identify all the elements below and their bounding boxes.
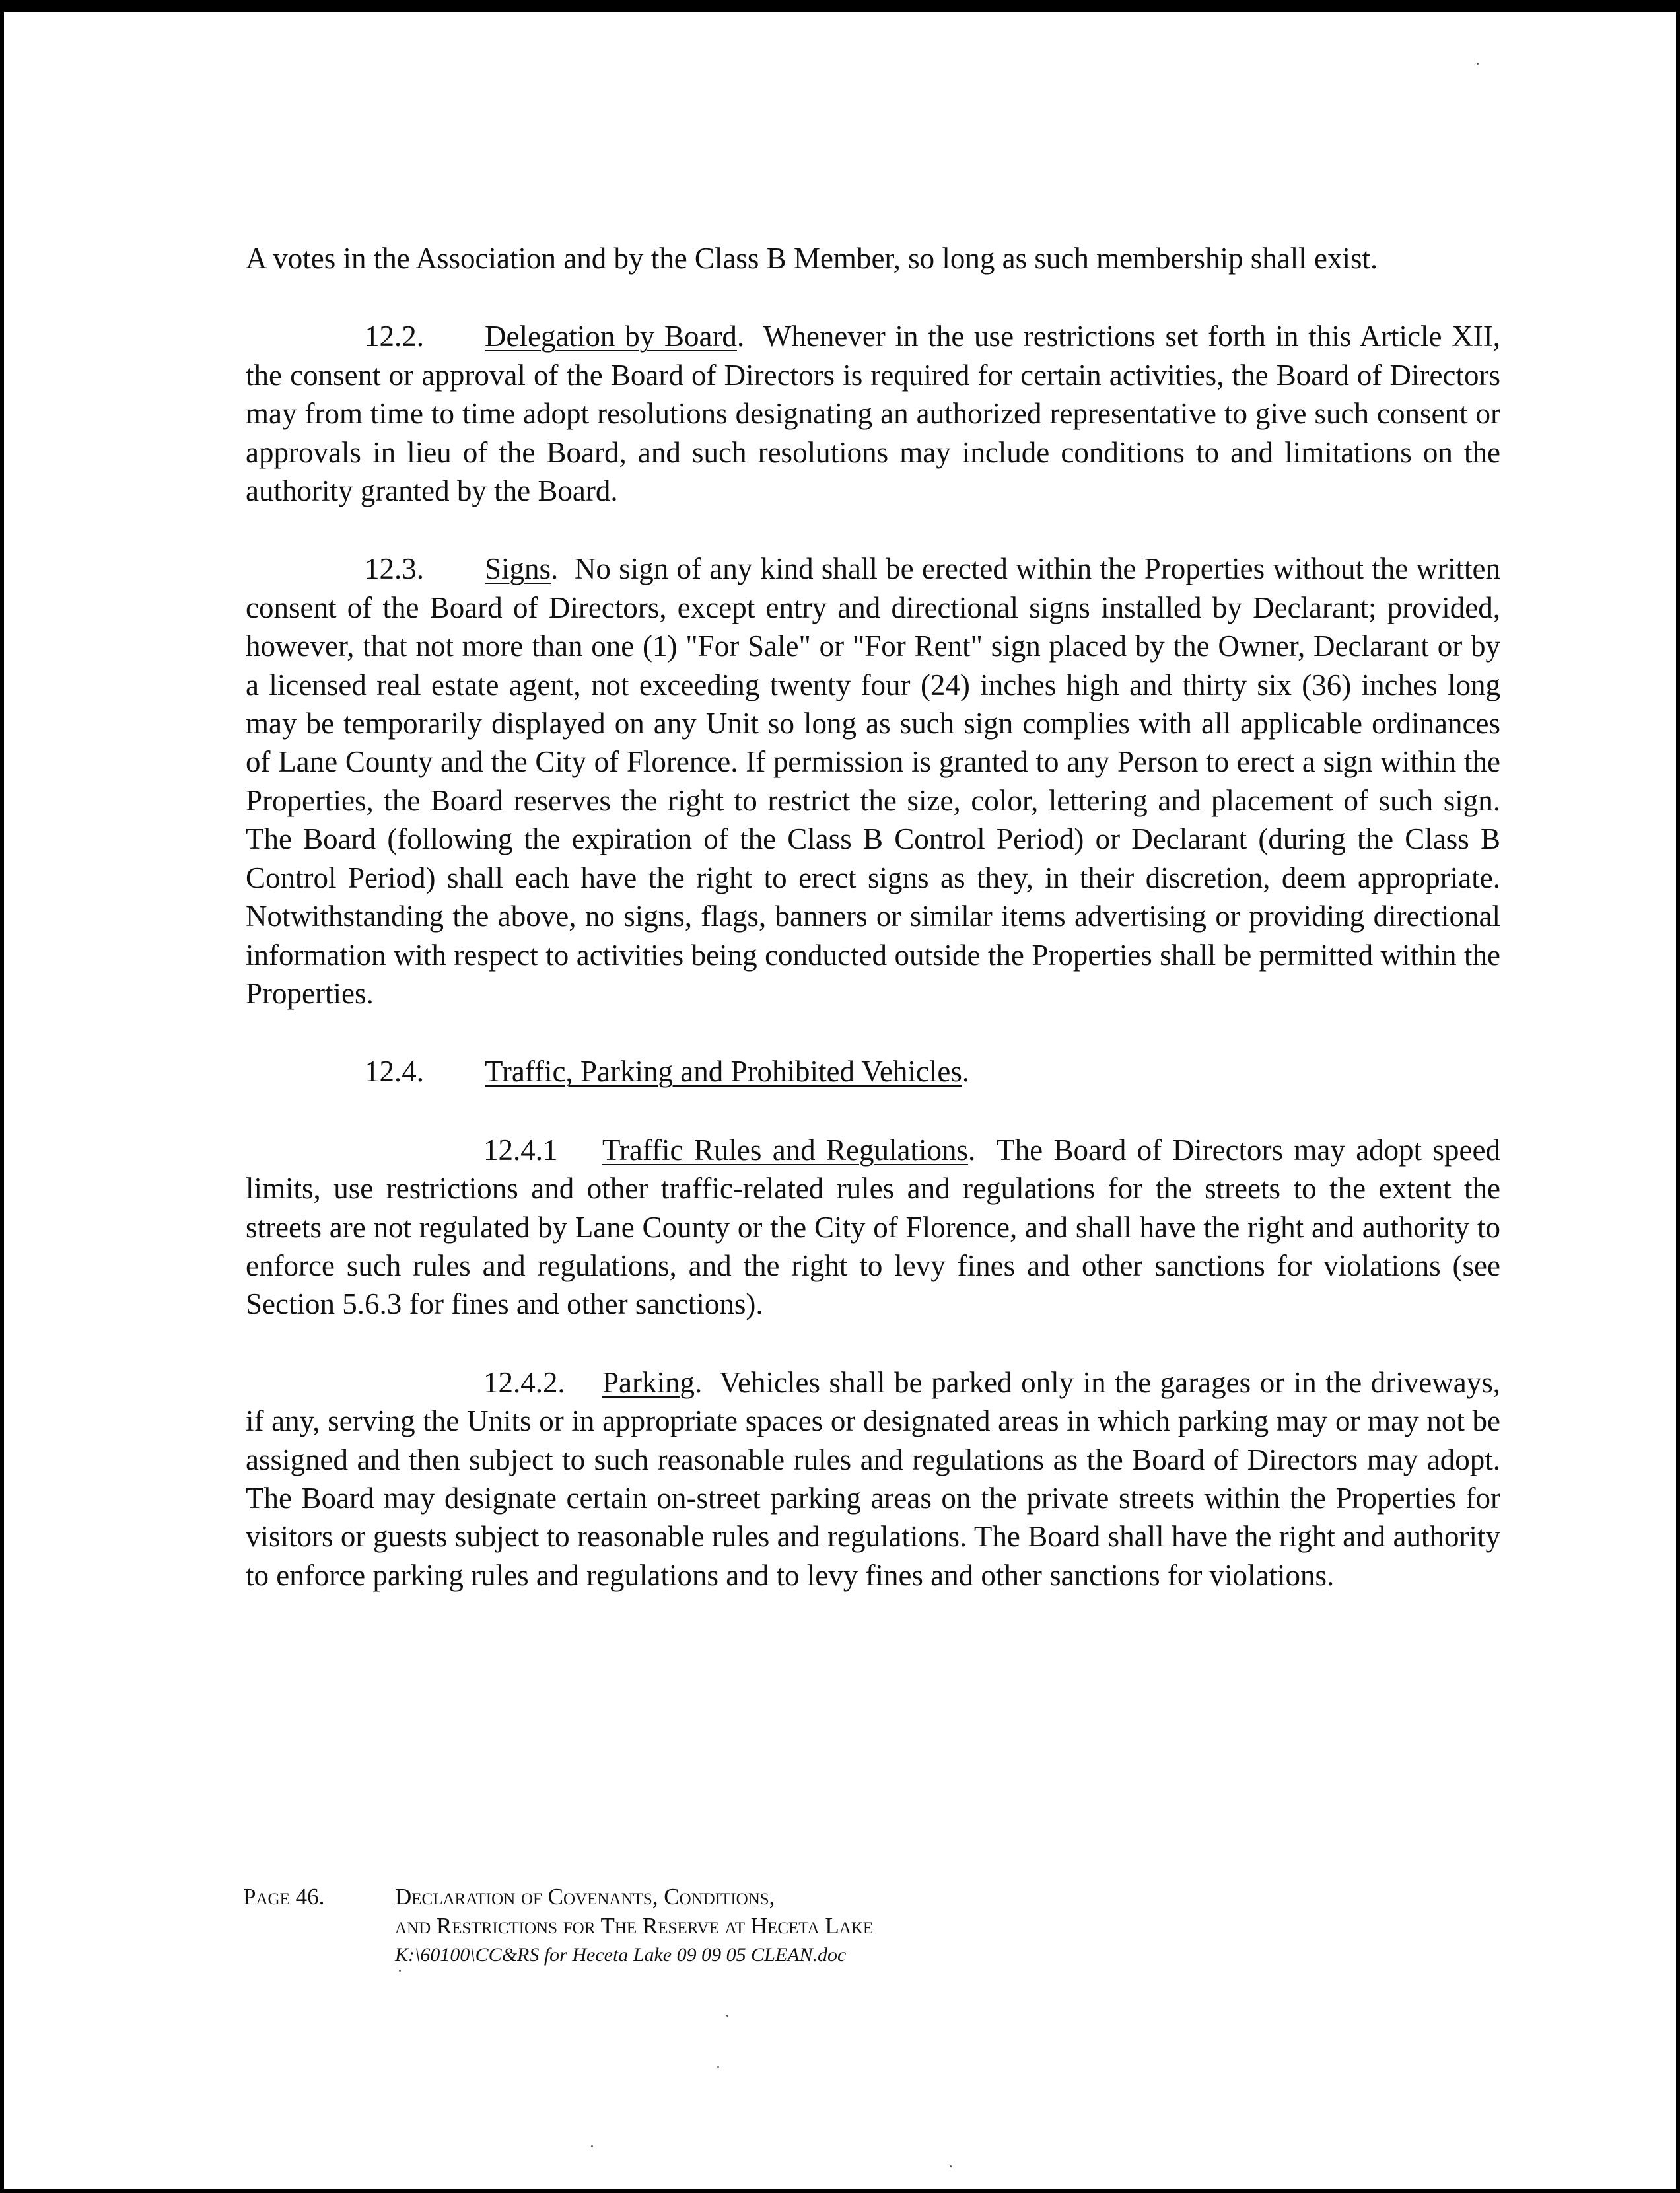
- section-text: The Board of Directors may adopt speed limits, use restrictions and other traffic-related rules and regulations for the streets to the extent the streets are not regulated by Lane County or the City of Florence, and shall have the right and authority to enforce such rules and regulations, and the right to levy fines and other sanctions for violations (see Section 5.6.3 for fines and other sanctions).: [246, 1133, 1500, 1321]
- footer-file-path: K:\60100\CC&RS for Heceta Lake 09 09 05 CLEAN.doc: [395, 1944, 847, 1966]
- section-text: Vehicles shall be parked only in the garages or in the driveways, if any, serving the Units or in appropriate spaces or designated areas in which parking may or may not be assigned and then subject to such reasonable rules and regulations as the Board of Directors may adopt. The Board may designate certain on-street parking areas on the private streets within the Properties for visitors or guests subject to reasonable rules and regulations. The Board shall have the right and authority to enforce parking rules and regulations and to levy fines and other sanctions for violations.: [246, 1365, 1500, 1592]
- scan-border-right: [1676, 0, 1680, 2193]
- footer-title-line-2: and Restrictions for The Reserve at Heceta Lake: [395, 1913, 874, 1939]
- footer-title: [395, 1883, 1055, 1970]
- section-text: No sign of any kind shall be erected within the Properties without the written consent of the Board of Directors, except entry and directional signs installed by Declarant; provided, however, that not more than one (1) "For Sale" or "For Rent" sign placed by the Owner, Declarant or by a licensed real estate agent, not exceeding twenty four (24) inches high and thirty six (36) inches long may be temporarily displayed on any Unit so long as such sign complies with all applicable ordinances of Lane County and the City of Florence. If permission is granted to any Person to erect a sign within the Properties, the Board reserves the right to restrict the size, color, lettering and placement of such sign. The Board (following the expiration of the Class B Control Period) or Declarant (during the Class B Control Period) shall each have the right to erect signs as they, in their discretion, deem appropriate. Notwithstanding the above, no signs, flags, banners or similar items advertising or providing directional information with respect to activities being conducted outside the Properties shall be permitted within the Properties.: [246, 552, 1501, 1010]
- section-12-4-1: 12.4.1 Traffic Rules and Regulations. The Board of Directors may adopt speed limits, use restrictions and other traffic-related rules and regulations for the streets to the extent the streets are not regulated by Lane County or the City of Florence, and shall have the right and authority to enforce such rules and regulations, and the right to levy fines and other sanctions for violations (see Section 5.6.3 for fines and other sanctions).: [246, 1131, 1500, 1324]
- scan-border-left: [0, 0, 4, 2193]
- section-text: Whenever in the use restrictions set forth in this Article XII, the consent or approval of the Board of Directors is required for certain activities, the Board of Directors may from time to time adopt resolutions designating an authorized representative to give such consent or approvals in lieu of the Board, and such resolutions may include conditions to and limitations on the authority granted by the Board.: [246, 320, 1500, 508]
- section-number: 12.4.1: [483, 1133, 558, 1167]
- section-12-2: 12.2. Delegation by Board. Whenever in the use restrictions set forth in this Article XII, the consent or approval of the Board of Directors is required for certain activities, the Board of Directors may from time to time adopt resolutions designating an authorized representative to give such consent or approvals in lieu of the Board, and such resolutions may include conditions to and limitations on the authority granted by the Board.: [246, 317, 1500, 510]
- scan-speck: [950, 2165, 952, 2167]
- scan-speck: [717, 2066, 719, 2068]
- scan-speck: [591, 2145, 593, 2147]
- section-heading: Delegation by Board: [485, 320, 737, 353]
- document-body: [246, 239, 1500, 1595]
- section-heading: Parking: [602, 1365, 695, 1399]
- intro-paragraph: A votes in the Association and by the Class B Member, so long as such membership shall exist.: [246, 242, 1378, 275]
- scan-speck: [726, 2015, 728, 2017]
- scan-speck: [399, 1970, 401, 1972]
- section-number: 12.4.: [365, 1055, 424, 1089]
- section-heading: Traffic, Parking and Prohibited Vehicles: [485, 1055, 962, 1089]
- section-heading: Signs: [485, 552, 551, 586]
- page-number: Page 46.: [243, 1884, 325, 1910]
- scan-border-bottom: [0, 2189, 1680, 2193]
- section-number: 12.2.: [365, 320, 424, 353]
- footer-title-line-1: Declaration of Covenants, Conditions,: [395, 1884, 775, 1910]
- section-12-4: 12.4. Traffic, Parking and Prohibited Vehicles.: [246, 1052, 1500, 1091]
- section-12-4-2: 12.4.2. Parking. Vehicles shall be parked only in the garages or in the driveways, if any, serving the Units or in appropriate spaces or designated areas in which parking may or may not be assigned and then subject to such reasonable rules and regulations as the Board of Directors may adopt. The Board may designate certain on-street parking areas on the private streets within the Properties for visitors or guests subject to reasonable rules and regulations. The Board shall have the right and authority to enforce parking rules and regulations and to levy fines and other sanctions for violations.: [246, 1363, 1500, 1595]
- section-heading: Traffic Rules and Regulations: [602, 1133, 968, 1167]
- section-number: 12.4.2.: [483, 1365, 565, 1399]
- section-number: 12.3.: [365, 552, 424, 586]
- scan-border-top: [0, 0, 1680, 12]
- scan-speck: [1477, 63, 1479, 65]
- section-12-3: 12.3. Signs. No sign of any kind shall be erected within the Properties without the written consent of the Board of Directors, except entry and directional signs installed by Declarant; provided, however, that not more than one (1) "For Sale" or "For Rent" sign placed by the Owner, Declarant or by a licensed real estate agent, not exceeding twenty four (24) inches high and thirty six (36) inches long may be temporarily displayed on any Unit so long as such sign complies with all applicable ordinances of Lane County and the City of Florence. If permission is granted to any Person to erect a sign within the Properties, the Board reserves the right to restrict the size, color, lettering and placement of such sign. The Board (following the expiration of the Class B Control Period) or Declarant (during the Class B Control Period) shall each have the right to erect signs as they, in their discretion, deem appropriate. Notwithstanding the above, no signs, flags, banners or similar items advertising or providing directional information with respect to activities being conducted outside the Properties shall be permitted within the Properties.: [246, 550, 1500, 1013]
